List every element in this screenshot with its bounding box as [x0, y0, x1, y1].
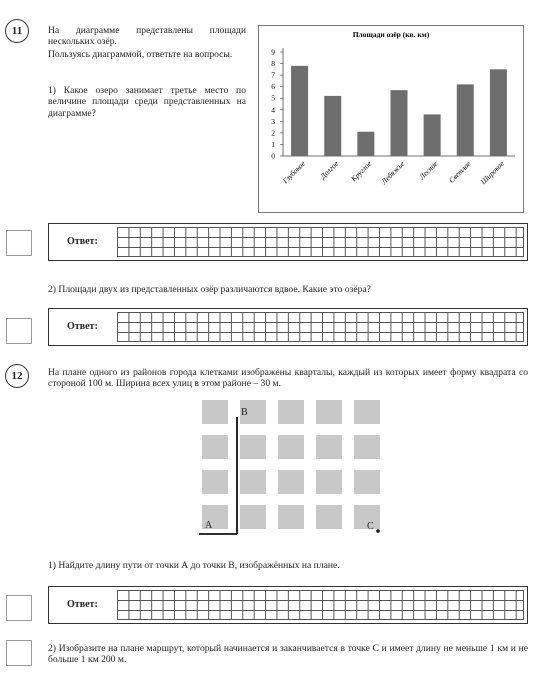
y-tick-label: 2 [271, 128, 275, 138]
route-overlay [195, 395, 390, 540]
point-b-label: B [241, 407, 248, 418]
q12-question-2: 2) Изобразите на плане маршрут, который начинается и заканчивается в точке С и имеет длину не меньше 1 км и не больше 1 км 200 м. [48, 643, 528, 666]
y-tick-label: 5 [271, 93, 275, 103]
y-tick-label: 4 [271, 105, 275, 115]
x-category-label: Лебяжье [379, 159, 407, 186]
q12-question-1: 1) Найдите длину пути от точки А до точки В, изображённых на плане. [48, 560, 340, 571]
x-category-label: Глубокое [280, 159, 307, 186]
bar [391, 90, 408, 156]
question-number-11: 11 [5, 19, 29, 43]
y-tick-label: 6 [271, 82, 275, 92]
answer-label: Ответ: [67, 599, 98, 610]
x-category-label: Широкое [478, 159, 506, 187]
y-tick-label: 9 [271, 47, 275, 57]
question-number-12: 12 [5, 364, 29, 388]
answer-grid[interactable] [117, 590, 524, 620]
answer-checkbox-q11-1[interactable] [6, 230, 32, 256]
bar [357, 132, 374, 156]
answer-checkbox-q12-2[interactable] [6, 640, 32, 666]
y-tick-label: 3 [271, 116, 275, 126]
answer-grid[interactable] [117, 312, 524, 342]
x-category-label: Долгое [318, 159, 341, 181]
answer-grid[interactable] [117, 227, 524, 257]
point-a-label: A [205, 520, 213, 531]
q11-question-1: 1) Какое озеро занимает третье место по величине площади среди представленных на диаграмме? [48, 85, 246, 119]
q11-intro-2: Пользуясь диаграммой, ответьте на вопросы. [48, 49, 233, 60]
chart-title: Площади озёр (кв. км) [352, 30, 430, 39]
answer-field-q11-1[interactable] [48, 223, 528, 261]
y-tick-label: 0 [271, 151, 275, 161]
q12-intro: На плане одного из районов города клетками изображены кварталы, каждый из которых имеет форму квадрата со стороной 100 м. Ширина всех улиц в этом районе – 30 м. [48, 367, 528, 390]
bar [490, 69, 507, 156]
bar [324, 96, 341, 156]
lake-area-chart [258, 25, 524, 213]
answer-field-q11-2[interactable] [48, 308, 528, 346]
bar [424, 114, 441, 156]
x-category-label: Лесное [417, 159, 440, 182]
answer-checkbox-q11-2[interactable] [6, 318, 32, 344]
q11-intro-1: На диаграмме представлены площади нескольких озёр. [48, 25, 246, 48]
point-c-marker [376, 529, 380, 533]
bar [291, 66, 308, 156]
answer-field-q12-1[interactable] [48, 586, 528, 624]
answer-checkbox-q12-1[interactable] [6, 595, 32, 621]
x-category-label: Светлое [446, 159, 473, 185]
answer-label: Ответ: [67, 321, 98, 332]
city-plan [195, 395, 390, 540]
answer-label: Ответ: [67, 236, 98, 247]
point-c-label: C [367, 521, 374, 532]
q11-question-2: 2) Площади двух из представленных озёр различаются вдвое. Какие это озёра? [48, 284, 371, 295]
bar-chart [259, 26, 523, 212]
y-tick-label: 1 [271, 139, 275, 149]
y-tick-label: 7 [271, 70, 275, 80]
y-tick-label: 8 [271, 59, 275, 69]
bar [457, 84, 474, 156]
x-category-label: Круглое [349, 159, 374, 184]
